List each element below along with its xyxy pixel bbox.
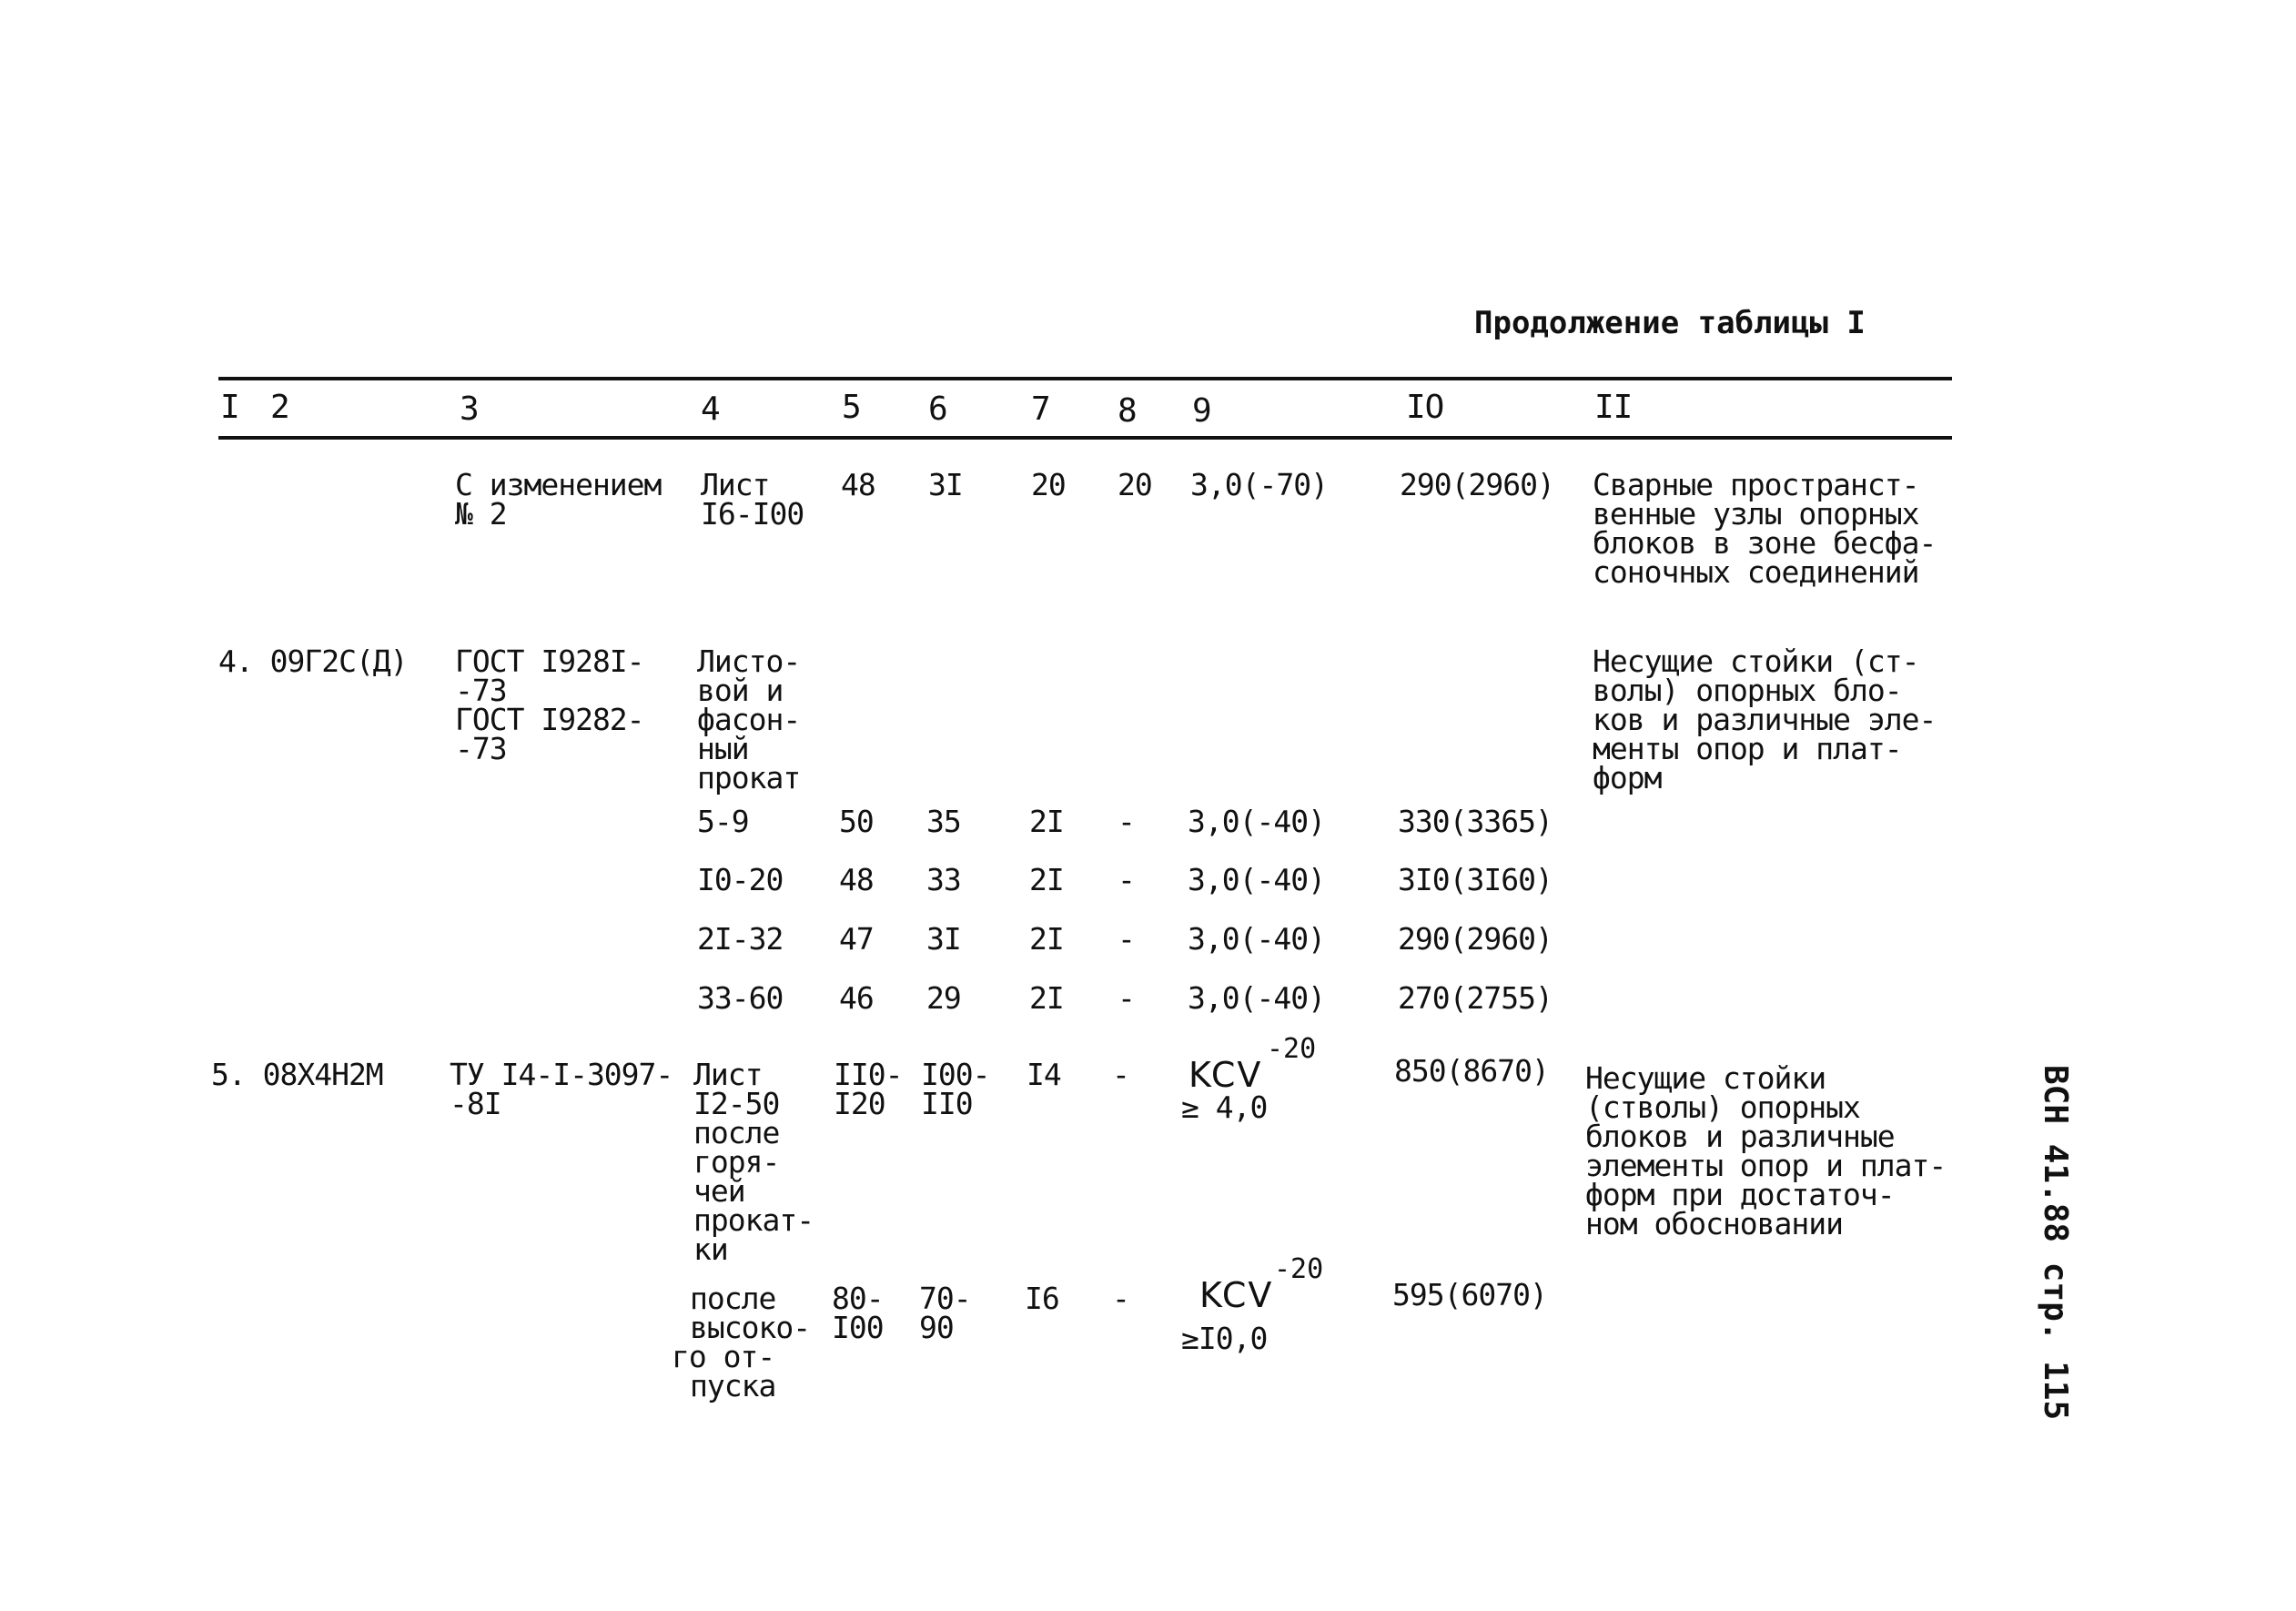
cell-c9-kcv: KCV	[1188, 1055, 1263, 1095]
cell-c7: 20	[1031, 467, 1066, 502]
cell-c9-superscript: -20	[1274, 1253, 1324, 1285]
cell-c4-line: после	[690, 1281, 776, 1316]
cell-c4-line: чей	[693, 1173, 745, 1209]
table-header-rule	[218, 436, 1952, 440]
cell-c10: 850(8670)	[1394, 1053, 1549, 1089]
cell-c11-line: элементы опор и плат-	[1585, 1148, 1947, 1183]
cell-c4-line: высоко-	[690, 1310, 811, 1345]
cell-c3-line: С изменением	[455, 467, 662, 502]
cell-c10: 3I0(3I60)	[1398, 862, 1553, 897]
cell-c4-line: I2-50	[693, 1086, 780, 1121]
cell-c3-line: -8I	[450, 1086, 501, 1121]
cell-c7: 2I	[1029, 980, 1064, 1016]
cell-c8: -	[1118, 980, 1135, 1016]
cell-c3-line: ТУ I4-I-3097-	[450, 1057, 673, 1092]
cell-c8: -	[1118, 921, 1135, 957]
cell-c4-line: Лист	[701, 467, 770, 502]
cell-c7: I4	[1027, 1057, 1061, 1092]
cell-c1: 5. 08Х4Н2М	[211, 1057, 383, 1092]
cell-c11-line: ном обосновании	[1585, 1206, 1844, 1241]
cell-c9: 3,0(-40)	[1188, 980, 1325, 1016]
cell-c10: 330(3365)	[1398, 804, 1553, 839]
cell-c5-line: 80-	[832, 1281, 884, 1316]
cell-c4-line: прокат	[697, 760, 801, 795]
cell-c3-line: № 2	[455, 496, 507, 532]
cell-c4-line: ки	[693, 1231, 728, 1267]
cell-c9-superscript: -20	[1267, 1033, 1317, 1065]
cell-c10: 290(2960)	[1400, 467, 1554, 502]
cell-c4-line: Листо-	[697, 643, 801, 679]
cell-c6-line: II0	[921, 1086, 973, 1121]
cell-c4: 33-60	[697, 980, 784, 1016]
cell-c4-line: Лист	[693, 1057, 763, 1092]
cell-c11-line: Несущие стойки (ст-	[1593, 643, 1919, 679]
cell-c8: -	[1118, 862, 1135, 897]
cell-c4-line: прокат-	[693, 1202, 814, 1238]
cell-c11-line: соночных соединений	[1593, 554, 1919, 590]
cell-c6: 35	[926, 804, 961, 839]
cell-c8: 20	[1118, 467, 1152, 502]
cell-c7: I6	[1025, 1281, 1059, 1316]
cell-c9-value: ≥ 4,0	[1181, 1089, 1268, 1125]
cell-c4-line: вой и	[697, 673, 784, 708]
cell-c11-line: Сварные пространст-	[1593, 467, 1919, 502]
col-header-6: 6	[928, 390, 947, 428]
col-header-4: 4	[701, 390, 720, 428]
cell-c5: 46	[839, 980, 874, 1016]
cell-c9: 3,0(-40)	[1188, 804, 1325, 839]
cell-c8: -	[1112, 1057, 1129, 1092]
cell-c6-line: 90	[919, 1310, 954, 1345]
cell-c10: 270(2755)	[1398, 980, 1553, 1016]
cell-c6: 29	[926, 980, 961, 1016]
col-header-3: 3	[460, 390, 479, 428]
cell-c9-value: ≥I0,0	[1181, 1321, 1268, 1356]
cell-c9: 3,0(-40)	[1188, 862, 1325, 897]
cell-c4-line: горя-	[693, 1144, 780, 1180]
cell-c4-line: пуска	[690, 1368, 776, 1403]
cell-c11-line: (стволы) опорных	[1585, 1089, 1860, 1125]
cell-c9: 3,0(-70)	[1190, 467, 1328, 502]
col-header-2: 2	[270, 389, 289, 426]
cell-c11-line: ков и различные эле-	[1593, 702, 1937, 737]
cell-c4-line: го от-	[672, 1339, 775, 1374]
cell-c3-line: ГОСТ I928I-	[455, 643, 644, 679]
cell-c7: 2I	[1029, 862, 1064, 897]
cell-c8: -	[1118, 804, 1135, 839]
col-header-5: 5	[842, 389, 861, 426]
table-caption: Продолжение таблицы I	[1474, 305, 1866, 341]
cell-c7: 2I	[1029, 921, 1064, 957]
cell-c11-line: венные узлы опорных	[1593, 496, 1919, 532]
cell-c11-line: форм	[1593, 760, 1662, 795]
cell-c5: 50	[839, 804, 874, 839]
cell-c11-line: форм при достаточ-	[1585, 1177, 1895, 1212]
cell-c6: 3I	[926, 921, 961, 957]
cell-c1: 4. 09Г2С(Д)	[218, 643, 408, 679]
cell-c3-line: ГОСТ I9282-	[455, 702, 644, 737]
cell-c4: 2I-32	[697, 921, 784, 957]
cell-c6: 33	[926, 862, 961, 897]
cell-c6-line: 70-	[919, 1281, 971, 1316]
cell-c6: 3I	[928, 467, 963, 502]
cell-c5-line: II0-	[834, 1057, 903, 1092]
cell-c5-line: I00	[832, 1310, 884, 1345]
cell-c5: 47	[839, 921, 874, 957]
cell-c9: 3,0(-40)	[1188, 921, 1325, 957]
col-header-10: IO	[1406, 389, 1444, 426]
table-top-rule	[218, 377, 1952, 380]
cell-c4-line: ный	[697, 731, 749, 766]
cell-c4: I0-20	[697, 862, 784, 897]
cell-c9-kcv: KCV	[1199, 1275, 1274, 1315]
cell-c4-line: I6-I00	[701, 496, 804, 532]
cell-c6-line: I00-	[921, 1057, 990, 1092]
cell-c7: 2I	[1029, 804, 1064, 839]
cell-c5-line: I20	[834, 1086, 885, 1121]
page-side-label-text: ВСН 41.88 стр. 115	[2037, 1065, 2074, 1421]
cell-c3-line: -73	[455, 673, 507, 708]
cell-c5: 48	[839, 862, 874, 897]
cell-c10: 595(6070)	[1392, 1277, 1547, 1312]
col-header-7: 7	[1031, 390, 1050, 428]
col-header-1: I	[220, 389, 239, 426]
cell-c11-line: блоков и различные	[1585, 1119, 1895, 1154]
col-header-9: 9	[1192, 392, 1211, 430]
cell-c11-line: волы) опорных бло-	[1593, 673, 1902, 708]
cell-c8: -	[1112, 1281, 1129, 1316]
col-header-8: 8	[1118, 392, 1137, 430]
cell-c4: 5-9	[697, 804, 749, 839]
cell-c11-line: менты опор и плат-	[1593, 731, 1902, 766]
col-header-11: II	[1594, 389, 1633, 426]
cell-c11-line: блоков в зоне бесфа-	[1593, 525, 1937, 561]
cell-c4-line: после	[693, 1115, 780, 1150]
cell-c11-line: Несущие стойки	[1585, 1060, 1826, 1096]
cell-c5: 48	[841, 467, 875, 502]
cell-c4-line: фасон-	[697, 702, 801, 737]
page-side-label	[2038, 1065, 2075, 1447]
cell-c10: 290(2960)	[1398, 921, 1553, 957]
cell-c3-line: -73	[455, 731, 507, 766]
